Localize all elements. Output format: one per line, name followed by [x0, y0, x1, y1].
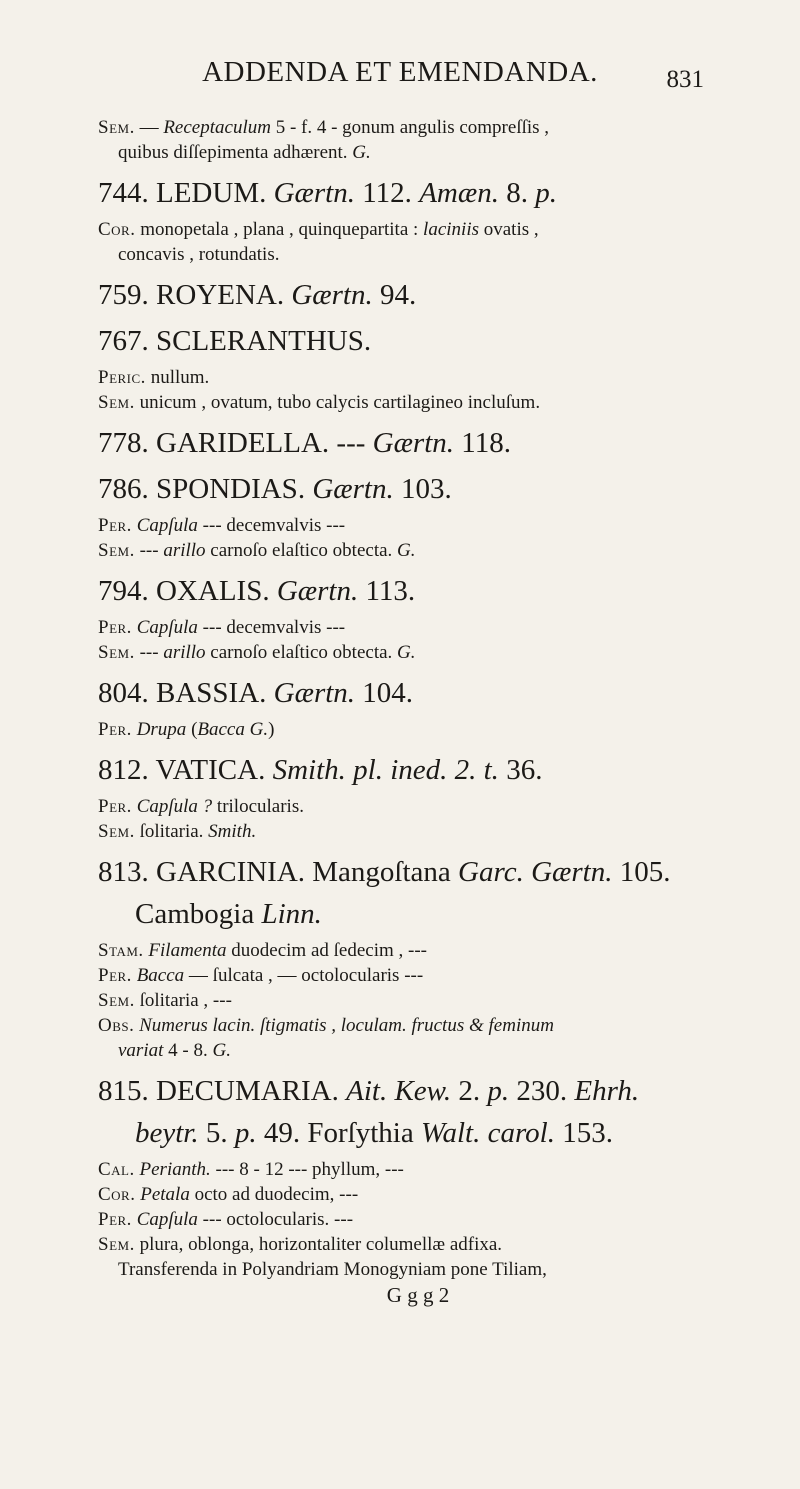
text-run: 230. — [509, 1075, 575, 1107]
text-run: ) — [268, 719, 275, 740]
text-run: ſolitaria , --- — [134, 990, 232, 1011]
field-label: Obs. — [98, 1015, 135, 1036]
entry-line — [98, 1038, 738, 1063]
entry-heading — [98, 854, 738, 890]
field-label: Sem. — [98, 821, 135, 842]
text-run: quibus diſſepimenta adhærent. — [118, 142, 353, 163]
text-run: Smith. — [208, 821, 257, 842]
text-run: p. — [234, 1117, 257, 1149]
text-run: Capſula — [136, 617, 198, 638]
entry-line — [98, 115, 738, 140]
text-run: Garc. Gærtn. — [458, 856, 613, 888]
entry-line — [98, 538, 738, 563]
field-label: Stam. — [98, 940, 144, 961]
entry-line — [98, 242, 738, 267]
text-run: 49. Forſythia — [256, 1117, 421, 1149]
entry-line — [98, 819, 738, 844]
text-run: 104. — [355, 677, 414, 709]
text-run: p. — [535, 177, 557, 209]
text-run: ovatis , — [479, 219, 539, 240]
text-run: variat — [118, 1040, 164, 1061]
field-label: Cor. — [98, 1184, 136, 1205]
entry-line — [98, 390, 738, 415]
text-run: --- decemvalvis --- — [197, 515, 346, 536]
text-run: Capſula — [136, 515, 198, 536]
text-run: Gærtn. — [312, 473, 394, 505]
text-run: Bacca G. — [197, 719, 269, 740]
text-run: trilocularis. — [212, 796, 304, 817]
text-run: Receptaculum — [163, 117, 271, 138]
text-run: 103. — [393, 473, 452, 505]
text-run: Numerus lacin. ſtigmatis , loculam. fructus & feminum — [139, 1015, 554, 1036]
text-run: --- — [134, 540, 164, 561]
text-run: 118. — [454, 427, 511, 459]
text-run: 153. — [554, 1117, 613, 1149]
text-run: --- decemvalvis --- — [197, 617, 346, 638]
entry-heading — [98, 425, 738, 461]
entry-heading — [98, 277, 738, 313]
entry-heading — [98, 1073, 738, 1109]
entry-line — [98, 217, 738, 242]
entry-heading — [98, 323, 738, 359]
text-run: Petala — [140, 1184, 190, 1205]
text-run: 2. — [451, 1075, 488, 1107]
text-run: plura, oblonga, horizontaliter columellæ adfixa. — [134, 1234, 503, 1255]
text-run: --- octolocularis. --- — [197, 1209, 354, 1230]
text-run: 94. — [372, 279, 417, 311]
text-run: unicum , ovatum, tubo calycis cartilagineo incluſum. — [134, 392, 541, 413]
entry-heading-continued — [98, 1115, 738, 1151]
text-run: G. — [352, 142, 371, 163]
entry-line — [98, 1013, 738, 1038]
text-run: — — [134, 117, 164, 138]
text-run: 36. — [498, 754, 543, 786]
text-run: Amæn. — [419, 177, 499, 209]
text-run: 813. GARCINIA. Mangoſtana — [98, 856, 459, 888]
text-run: Perianth. — [139, 1159, 211, 1180]
text-run: 759. ROYENA. — [98, 279, 292, 311]
text-run: 5. — [198, 1117, 235, 1149]
field-label: Sem. — [98, 642, 135, 663]
text-run: 4 - 8. — [163, 1040, 213, 1061]
text-run: Gærtn. — [276, 575, 359, 607]
field-label: Cal. — [98, 1159, 135, 1180]
entry-heading — [98, 675, 738, 711]
text-run: 5 - f. 4 - gonum angulis compreſſis , — [270, 117, 550, 138]
field-label: Cor. — [98, 219, 136, 240]
text-run: Transferenda in Polyandriam Monogyniam pone Tiliam, — [118, 1259, 547, 1280]
field-label: Per. — [98, 515, 132, 536]
text-run: 794. OXALIS. — [98, 575, 277, 607]
page-number: 831 — [666, 66, 704, 93]
text-run: Gærtn. — [273, 177, 355, 209]
entry-heading — [98, 471, 738, 507]
text-run: carnoſo elaſtico obtecta. — [205, 540, 398, 561]
text-run: 8. — [498, 177, 536, 209]
text-run: laciniis — [423, 219, 479, 240]
text-run: monopetala , plana , quinquepartita : — [135, 219, 424, 240]
entry-heading-continued — [98, 896, 738, 932]
text-run: Filamenta — [148, 940, 227, 961]
text-run: Capſula — [136, 1209, 198, 1230]
field-label: Sem. — [98, 117, 135, 138]
text-run: G. — [397, 642, 416, 663]
text-run: G. — [397, 540, 416, 561]
field-label: Sem. — [98, 1234, 135, 1255]
entry-line — [98, 615, 738, 640]
field-label: Per. — [98, 796, 132, 817]
entry-line — [98, 1207, 738, 1232]
text-run: ( — [186, 719, 198, 740]
text-run: arillo — [163, 642, 206, 663]
text-run: Bacca — [136, 965, 185, 986]
entry-heading — [98, 175, 738, 211]
entry-line — [98, 938, 738, 963]
entry-line — [98, 513, 738, 538]
text-run: Cambogia — [135, 898, 262, 930]
text-run: 804. BASSIA. — [98, 677, 274, 709]
text-run: Gærtn. — [273, 677, 356, 709]
entry-line — [98, 988, 738, 1013]
field-label: Per. — [98, 617, 132, 638]
text-run: Smith. pl. ined. 2. t. — [272, 754, 499, 786]
field-label: Per. — [98, 965, 132, 986]
entry-line — [98, 1157, 738, 1182]
text-run: Capſula ? — [136, 796, 213, 817]
field-label: Sem. — [98, 392, 135, 413]
text-run: Walt. carol. — [420, 1117, 555, 1149]
signature-mark: G g g 2 — [386, 1283, 450, 1307]
text-run: beytr. — [135, 1117, 199, 1149]
text-run: Ehrh. — [574, 1075, 640, 1107]
entry-line — [98, 717, 738, 742]
text-run: G. — [212, 1040, 231, 1061]
text-run: ſolitaria. — [134, 821, 209, 842]
text-run: Linn. — [261, 898, 322, 930]
text-run: Ait. Kew. — [346, 1075, 452, 1107]
text-run: — ſulcata , — octolocularis --- — [184, 965, 424, 986]
text-run: concavis , rotundatis. — [118, 244, 280, 265]
text-run: 105. — [612, 856, 671, 888]
field-label: Peric. — [98, 367, 146, 388]
field-label: Sem. — [98, 990, 135, 1011]
text-run: 744. LEDUM. — [98, 177, 274, 209]
text-run: Gærtn. — [372, 427, 455, 459]
entry-line — [98, 963, 738, 988]
text-run: --- — [134, 642, 164, 663]
entry-line — [98, 794, 738, 819]
entry-line — [98, 640, 738, 665]
text-run: 778. GARIDELLA. --- — [98, 427, 373, 459]
entry-heading — [98, 573, 738, 609]
text-run: p. — [487, 1075, 510, 1107]
entry-line — [98, 1257, 738, 1282]
page-body — [98, 115, 738, 1308]
entry-line — [98, 140, 738, 165]
entry-line — [98, 1182, 738, 1207]
text-run: 767. SCLERANTHUS. — [98, 325, 372, 357]
text-run: 113. — [358, 575, 416, 607]
field-label: Per. — [98, 719, 132, 740]
text-run: 815. DECUMARIA. — [98, 1075, 347, 1107]
text-lines — [98, 115, 738, 1282]
text-run: Drupa — [136, 719, 187, 740]
entry-line — [98, 365, 738, 390]
field-label: Per. — [98, 1209, 132, 1230]
text-run: --- 8 - 12 --- phyllum, --- — [210, 1159, 404, 1180]
text-run: nullum. — [145, 367, 210, 388]
text-run: Gærtn. — [291, 279, 373, 311]
text-run: octo ad duodecim, --- — [189, 1184, 359, 1205]
text-run: duodecim ad ſedecim , --- — [226, 940, 428, 961]
entry-heading — [98, 752, 738, 788]
text-run: arillo — [163, 540, 206, 561]
text-run: 786. SPONDIAS. — [98, 473, 313, 505]
field-label: Sem. — [98, 540, 135, 561]
text-run: 112. — [355, 177, 420, 209]
running-head: ADDENDA ET EMENDANDA. — [202, 56, 598, 88]
text-run: carnoſo elaſtico obtecta. — [205, 642, 398, 663]
text-run: 812. VATICA. — [98, 754, 273, 786]
entry-line — [98, 1232, 738, 1257]
